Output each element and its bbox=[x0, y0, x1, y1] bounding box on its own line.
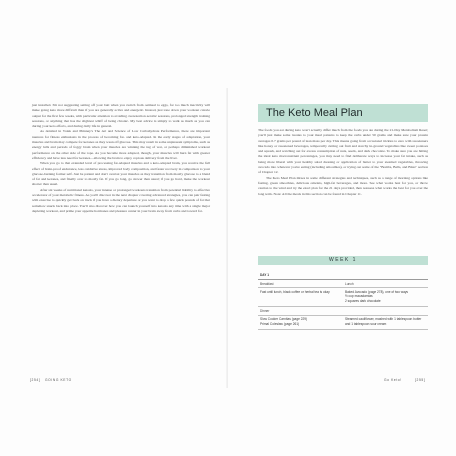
empty-heading bbox=[343, 307, 428, 314]
paragraph: just installed. I'm not suggesting setting off your butt when you switch from oatmeal to eggs, for too much inactivity will make going keto more difficult than if you are generally active and energetic. Instead, just tone down your workout calorie output for the first few weeks, with particular attention to avoiding overexertion aerobic sessions, prolonged strength training sessions, or anything that has the slightest whiff of being chronic. My best advice is simply to walk as much as you can during your keto efforts, and during daily life in general. bbox=[32, 103, 210, 129]
lunch-heading: Lunch bbox=[345, 281, 354, 286]
week-band bbox=[258, 256, 428, 265]
left-page-number: [254] bbox=[30, 378, 41, 382]
table-row bbox=[258, 288, 428, 307]
meal-table bbox=[258, 272, 428, 330]
day-label: DAY 1 bbox=[258, 272, 428, 280]
breakfast-cell: Fast until lunch, black coffee or herbal tea is okay bbox=[260, 289, 330, 294]
table-row bbox=[258, 316, 428, 330]
lunch-cell: Baked Avocado (page 278), one of two ways ½ cup macadamias 2 squares dark chocolate bbox=[345, 289, 409, 303]
dinner-side-cell: Steamed cauliflower, mashed with 1 tablespoon butter and 1 tablespoon sour cream bbox=[345, 317, 422, 326]
left-page-body bbox=[32, 103, 210, 214]
paragraph: As detailed in Volek and Phinney's The Art and Science of Low Carbohydrate Performance, there are important nuances for fitness enthusiasts in the process of becoming fat- and keto-adapted. In the early stages of adaptation, your muscles and brain may compete for ketones as they wean off glucose. This may result in some unpleasant symptoms, such as energy lulls and periods of foggy brain when your muscles are winning the tug of war, or perhaps diminished workout performance on the other side of the rope. As you become more adapted, though, your muscles will burn fat with greater efficiency and have less need for ketones—allowing the brain to enjoy copious delivery from the liver. bbox=[32, 129, 210, 160]
paragraph: The foods you eat during keto won't actually differ much from the foods you ate during the 21-Day Metabolism Reset; you'll just make some tweaks to your meal patterns to keep the carbs under 50 grams and make sure your protein averages 0.7 grams per pound of lean mass per day. This means going from occasional trickles to zero with sweeteners like honey or sweetened beverages, temporarily cutting out fruit and starchy in-ground vegetables like sweet potatoes and squash, and watching out for excess consumption of nuts, seeds, and dark chocolate. To make sure you are hitting the ideal keto macronutrient percentages, you may need to find deliberate ways to increase your fat intake, such as being more liberal with your healthy salad dressing or application of butter to your steamed vegetables, throwing avocado into whatever you're eating (including smoothies), or trying out some of the "Bombs, Balls, and Bites" section of Chapter 12. bbox=[258, 128, 428, 175]
breakfast-heading: Breakfast bbox=[260, 281, 274, 286]
paragraph: When you go to that extended level of processing fat-adapted muscles and a keto-adapted brain, you receive the full effect of brain-proof endurance, less oxidative stress, improved body composition, and faster recovery in comparison to your glucose-burning former self. Just be patient and don't overtax your muscles as they transition from mostly glucose to a blend of fat and ketones, and finally over to mostly fat. If you go long, go slower than usual; if you go hard, make the workout shorter than usual. bbox=[32, 161, 210, 187]
paragraph: After six weeks of nutritional ketosis, your intense or prolonged workouts transition from potential liability to effective accelerator of your metabolic fitness. As you'll discover in the next chapter covering advanced strategies, you can pair fasting with exercise to quickly get back on track if you have a dietary departure or you want to drop a few quick pounds of fat that somehow snuck back into place. You'll also discover how you can launch yourself into ketosis any time with a single major depleting workout, and prime your appetite hormones and pleasure center in your brain away from carbs and toward fat. bbox=[32, 187, 210, 213]
right-page bbox=[228, 0, 456, 456]
week-label: WEEK 1 bbox=[329, 257, 357, 263]
right-running-head: Go Keto! bbox=[384, 378, 402, 382]
section-title-band bbox=[258, 104, 428, 122]
paragraph: The Keto Meal Plan mixes in some different strategies and techniques, such as a range of morning options like fasting, green smoothies, delicious omelets, high-fat beverages, and more. See what works best for you, or throw caution to the wind and try the exact plan for the 21 days provided, then reassess what works the best for you over the long term. Note: All the meals in this section can be found in Chapter 11. bbox=[258, 175, 428, 196]
dinner-heading: Dinner bbox=[260, 308, 270, 313]
table-row bbox=[258, 307, 428, 315]
table-row bbox=[258, 280, 428, 288]
section-title: The Keto Meal Plan bbox=[266, 107, 363, 119]
right-page-number: [255] bbox=[415, 378, 426, 382]
dinner-cell: Slow Cooker Carnitas (page 229) Primal Coleslaw (page 261) bbox=[260, 317, 308, 326]
left-running-head: GOING KETO bbox=[45, 378, 72, 382]
right-page-body bbox=[258, 128, 428, 197]
